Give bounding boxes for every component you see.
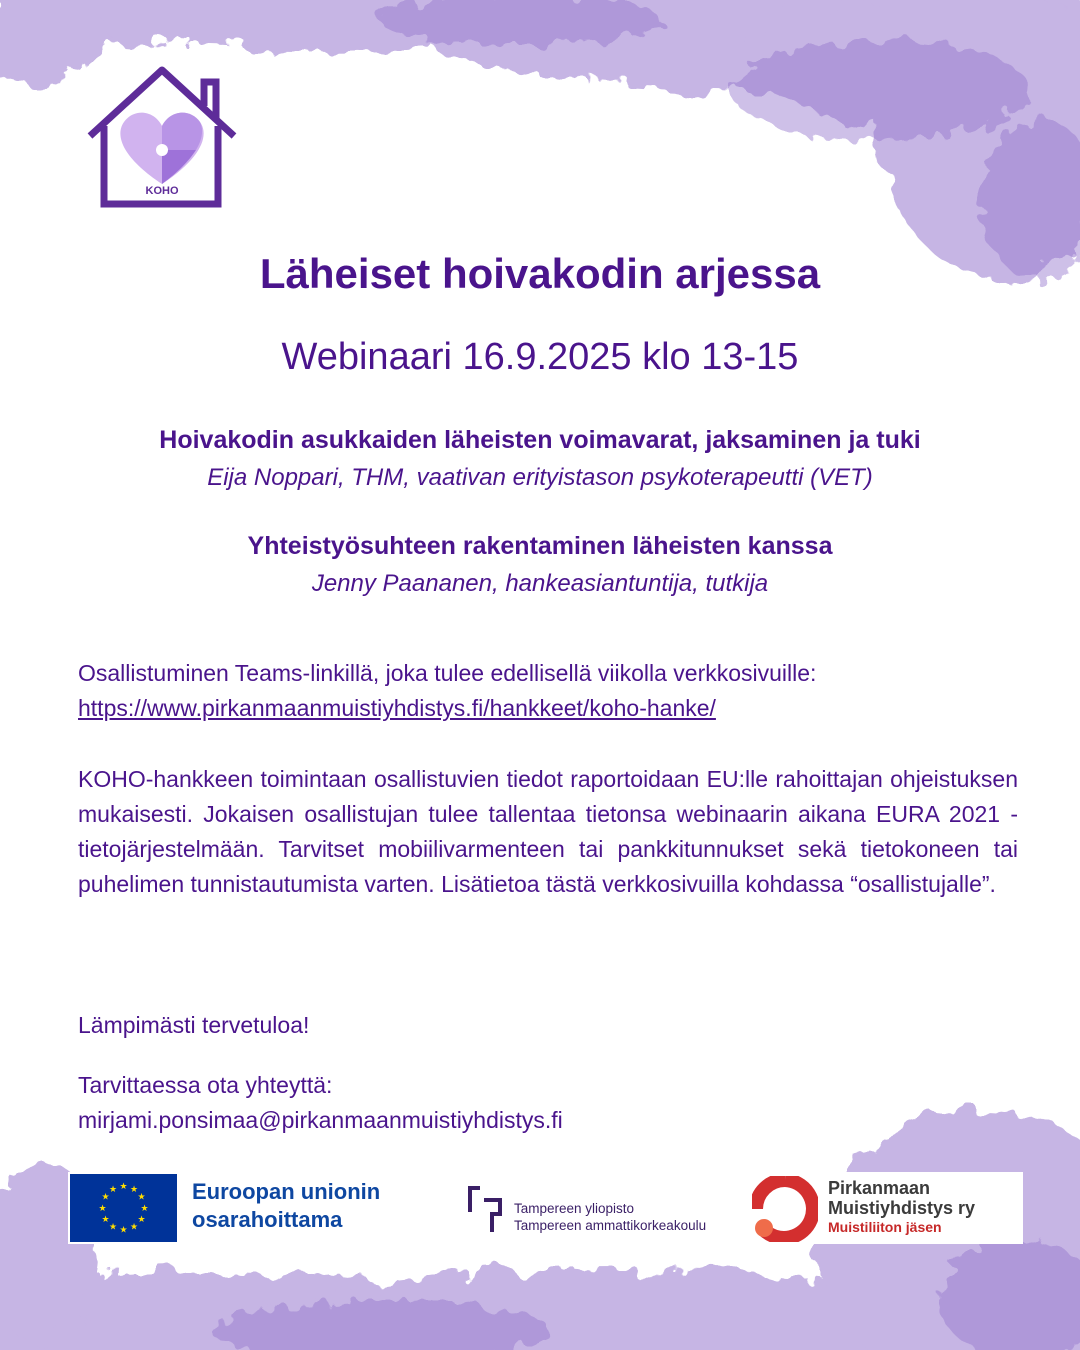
pmy-logo-icon — [752, 1176, 818, 1242]
pmy-text-line1: Pirkanmaan — [828, 1178, 931, 1198]
svg-text:★: ★ — [119, 1182, 128, 1192]
pmy-text — [828, 1178, 1018, 1236]
info-paragraph: KOHO-hankkeen toimintaan osallistuvien tiedot raportoidaan EU:lle rahoittajan ohjeistuksen mukaisesti. Jokaisen osallistujan tulee tallentaa tietonsa webinaarin aikana EURA 2021 -tietojärjestelmään. Tarvitset mobiilivarmenteen tai pankkitunnukset sekä tietokoneen tai puhelimen tunnistautumista varten. Lisätietoa tästä verkkosivuilla kohdassa “osallistujalle”. — [78, 766, 1018, 897]
talk-1-speaker: Eija Noppari, THM, vaativan erityistason psykoterapeutti (VET) — [207, 464, 873, 491]
pmy-text-line3: Muistiliiton jäsen — [828, 1219, 942, 1235]
eu-flag-icon — [70, 1174, 177, 1242]
contact-label: Tarvittaessa ota yhteyttä: — [78, 1072, 333, 1098]
talk-2-speaker: Jenny Paananen, hankeasiantuntija, tutkija — [311, 570, 769, 597]
koho-logo-text: KOHO — [145, 185, 179, 197]
participation-paragraph — [78, 656, 1018, 726]
svg-text:★: ★ — [119, 1225, 128, 1236]
pmy-text-line2: Muistiyhdistys ry — [828, 1198, 976, 1218]
tuni-text-line1: Tampereen yliopisto — [514, 1201, 635, 1216]
koho-webpage-link[interactable]: https://www.pirkanmaanmuistiyhdistys.fi/hankkeet/koho-hanke/ — [78, 695, 716, 721]
webinar-date: Webinaari 16.9.2025 klo 13-15 — [281, 336, 799, 378]
svg-text:★: ★ — [129, 1222, 139, 1233]
tuni-text-line2: Tampereen ammattikorkeakoulu — [514, 1218, 707, 1233]
talk-2-title: Yhteistyösuhteen rakentaminen läheisten kanssa — [247, 532, 833, 560]
eu-text-line2: osarahoittama — [192, 1207, 343, 1232]
svg-text:★: ★ — [98, 1204, 107, 1214]
eu-text-line1: Euroopan unionin — [192, 1179, 381, 1204]
koho-house-heart-logo — [84, 64, 240, 210]
participation-text: Osallistuminen Teams-linkillä, joka tulee edellisellä viikolla verkkosivuille: — [78, 660, 817, 686]
talk-1-title: Hoivakodin asukkaiden läheisten voimavarat, jaksaminen ja tuki — [159, 426, 921, 454]
svg-text:★: ★ — [108, 1222, 118, 1233]
svg-text:★: ★ — [137, 1215, 146, 1225]
tuni-text — [514, 1200, 754, 1234]
contact-email[interactable]: mirjami.ponsimaa@pirkanmaanmuistiyhdistys.fi — [78, 1107, 563, 1133]
svg-text:★: ★ — [108, 1185, 118, 1195]
svg-text:★: ★ — [137, 1192, 146, 1203]
svg-text:★: ★ — [101, 1192, 110, 1203]
contact-block — [78, 1068, 1018, 1138]
svg-text:★: ★ — [140, 1204, 149, 1214]
page-title: Läheiset hoivakodin arjessa — [259, 250, 821, 297]
svg-text:★: ★ — [101, 1215, 110, 1225]
eu-funding-text — [192, 1178, 432, 1234]
welcome-text: Lämpimästi tervetuloa! — [78, 1012, 310, 1038]
tuni-logo-icon — [462, 1178, 508, 1238]
svg-text:★: ★ — [129, 1185, 139, 1195]
